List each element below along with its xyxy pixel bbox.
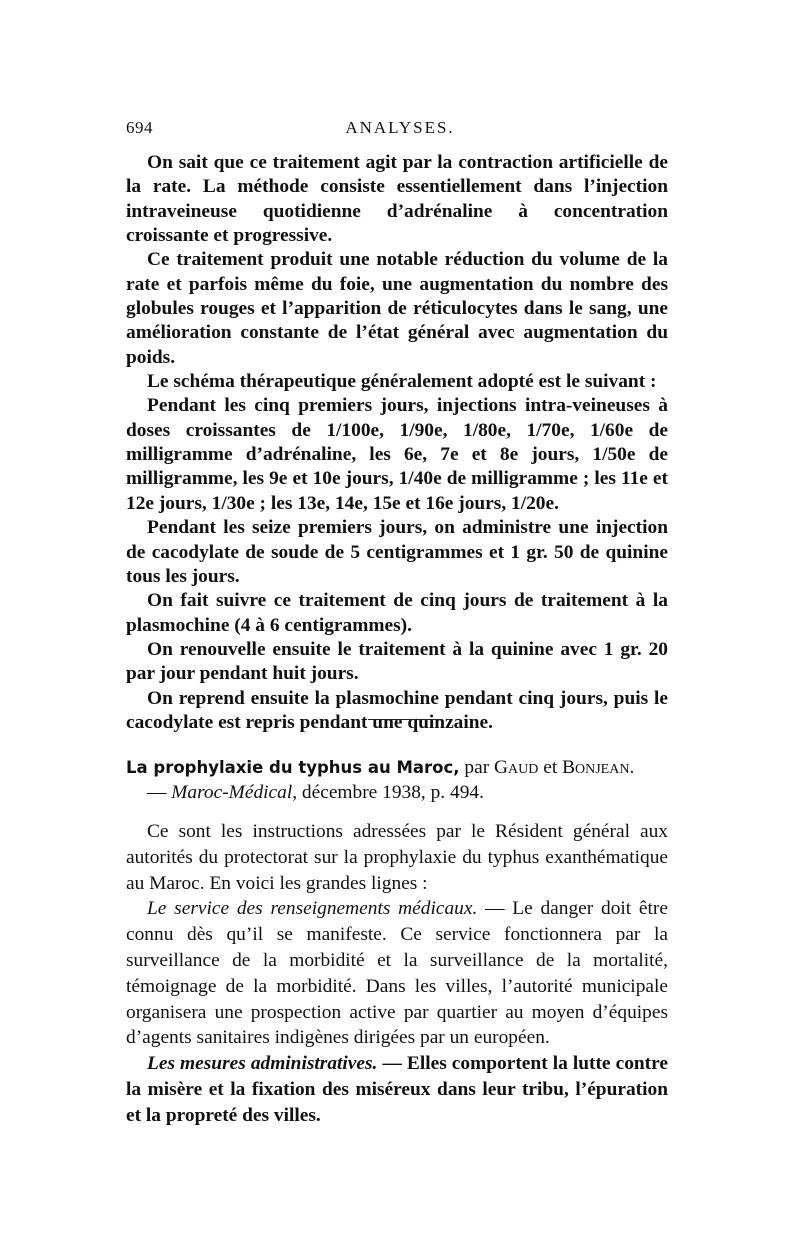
paragraph: On fait suivre ce traitement de cinq jours de traitement à la plasmochine (4 à 6 centigrammes). <box>126 590 668 636</box>
running-head <box>126 118 674 142</box>
author-bonjean: Bonjean. <box>562 757 635 778</box>
reference-line-2 <box>126 780 668 805</box>
paragraph: On reprend ensuite la plasmochine pendant cinq jours, puis le cacodylate est repris pendant une quinzaine. <box>126 687 668 733</box>
paragraph: Pendant les seize premiers jours, on administre une injection de cacodylate de soude de 5 centigrammes et 1 gr. 50 de quinine tous les jours. <box>126 517 668 587</box>
paragraph <box>126 1051 668 1128</box>
subsection-text: — Le danger doit être connu dès qu’il se manifeste. Ce service fonctionnera par la surveillance de la morbidité et la surveillance de la mortalité, témoignage de la morbidité. Dans les villes, l’autorité municipale organisera une prospection active par quartier au moyen d’équipes d’agents sanitaires indigènes dirigées par un européen. <box>126 898 668 1049</box>
reference-et: et <box>543 757 558 778</box>
running-title: ANALYSES. <box>345 118 455 137</box>
typhus-section <box>126 819 668 1129</box>
subsection-heading: Les mesures administratives. <box>147 1053 378 1075</box>
treatment-section <box>126 151 668 735</box>
bibliographic-reference <box>126 755 668 805</box>
subsection-heading: Le service des renseignements médicaux. <box>147 898 478 920</box>
paragraph: On sait que ce traitement agit par la contraction artificielle de la rate. La méthode consiste essentiellement dans l’injection intraveineuse quotidienne d’adrénaline à concentration croissante et progressive. <box>126 152 668 247</box>
paragraph: Le schéma thérapeutique généralement adopté est le suivant : <box>147 371 657 393</box>
paragraph: Pendant les cinq premiers jours, injections intra-veineuses à doses croissantes de 1/100e, 1/90e, 1/80e, 1/70e, 1/60e de milligramme d’adrénaline, les 6e, 7e et 8e jours, 1/50e de milligramme, les 9e et 10e jours, 1/40e de milligramme ; les 11e et 12e jours, 1/30e ; les 13e, 14e, 15e et 16e jours, 1/20e. <box>126 395 668 514</box>
reference-par: par <box>464 757 490 778</box>
author-gaud: Gaud <box>494 757 539 778</box>
paragraph <box>126 896 668 1051</box>
journal-name: Maroc-Médical, <box>171 782 298 803</box>
paragraph: On renouvelle ensuite le traitement à la quinine avec 1 gr. 20 par jour pendant huit jours. <box>126 638 668 685</box>
paragraph: Ce traitement produit une notable réduction du volume de la rate et parfois même du foie, une augmentation du nombre des globules rouges et l’apparition de réticulocytes dans le sang, une amélioration constante de l’état général avec augmentation du poids. <box>126 249 668 368</box>
paragraph: Ce sont les instructions adressées par le Résident général aux autorités du protectorat sur la prophylaxie du typhus exanthématique au Maroc. En voici les grandes lignes : <box>126 821 668 894</box>
subsection-text: — Elles comportent la lutte contre la misère et la fixation des miséreux dans leur tribu, l’épuration et la propreté des villes. <box>126 1053 668 1126</box>
article-title: La prophylaxie du typhus au Maroc, <box>126 758 460 777</box>
reference-dash: — <box>147 782 167 803</box>
page-number: 694 <box>126 118 153 137</box>
reference-line-1 <box>126 755 668 780</box>
publication-date: décembre 1938, p. 494. <box>301 782 484 803</box>
section-divider <box>368 719 442 720</box>
